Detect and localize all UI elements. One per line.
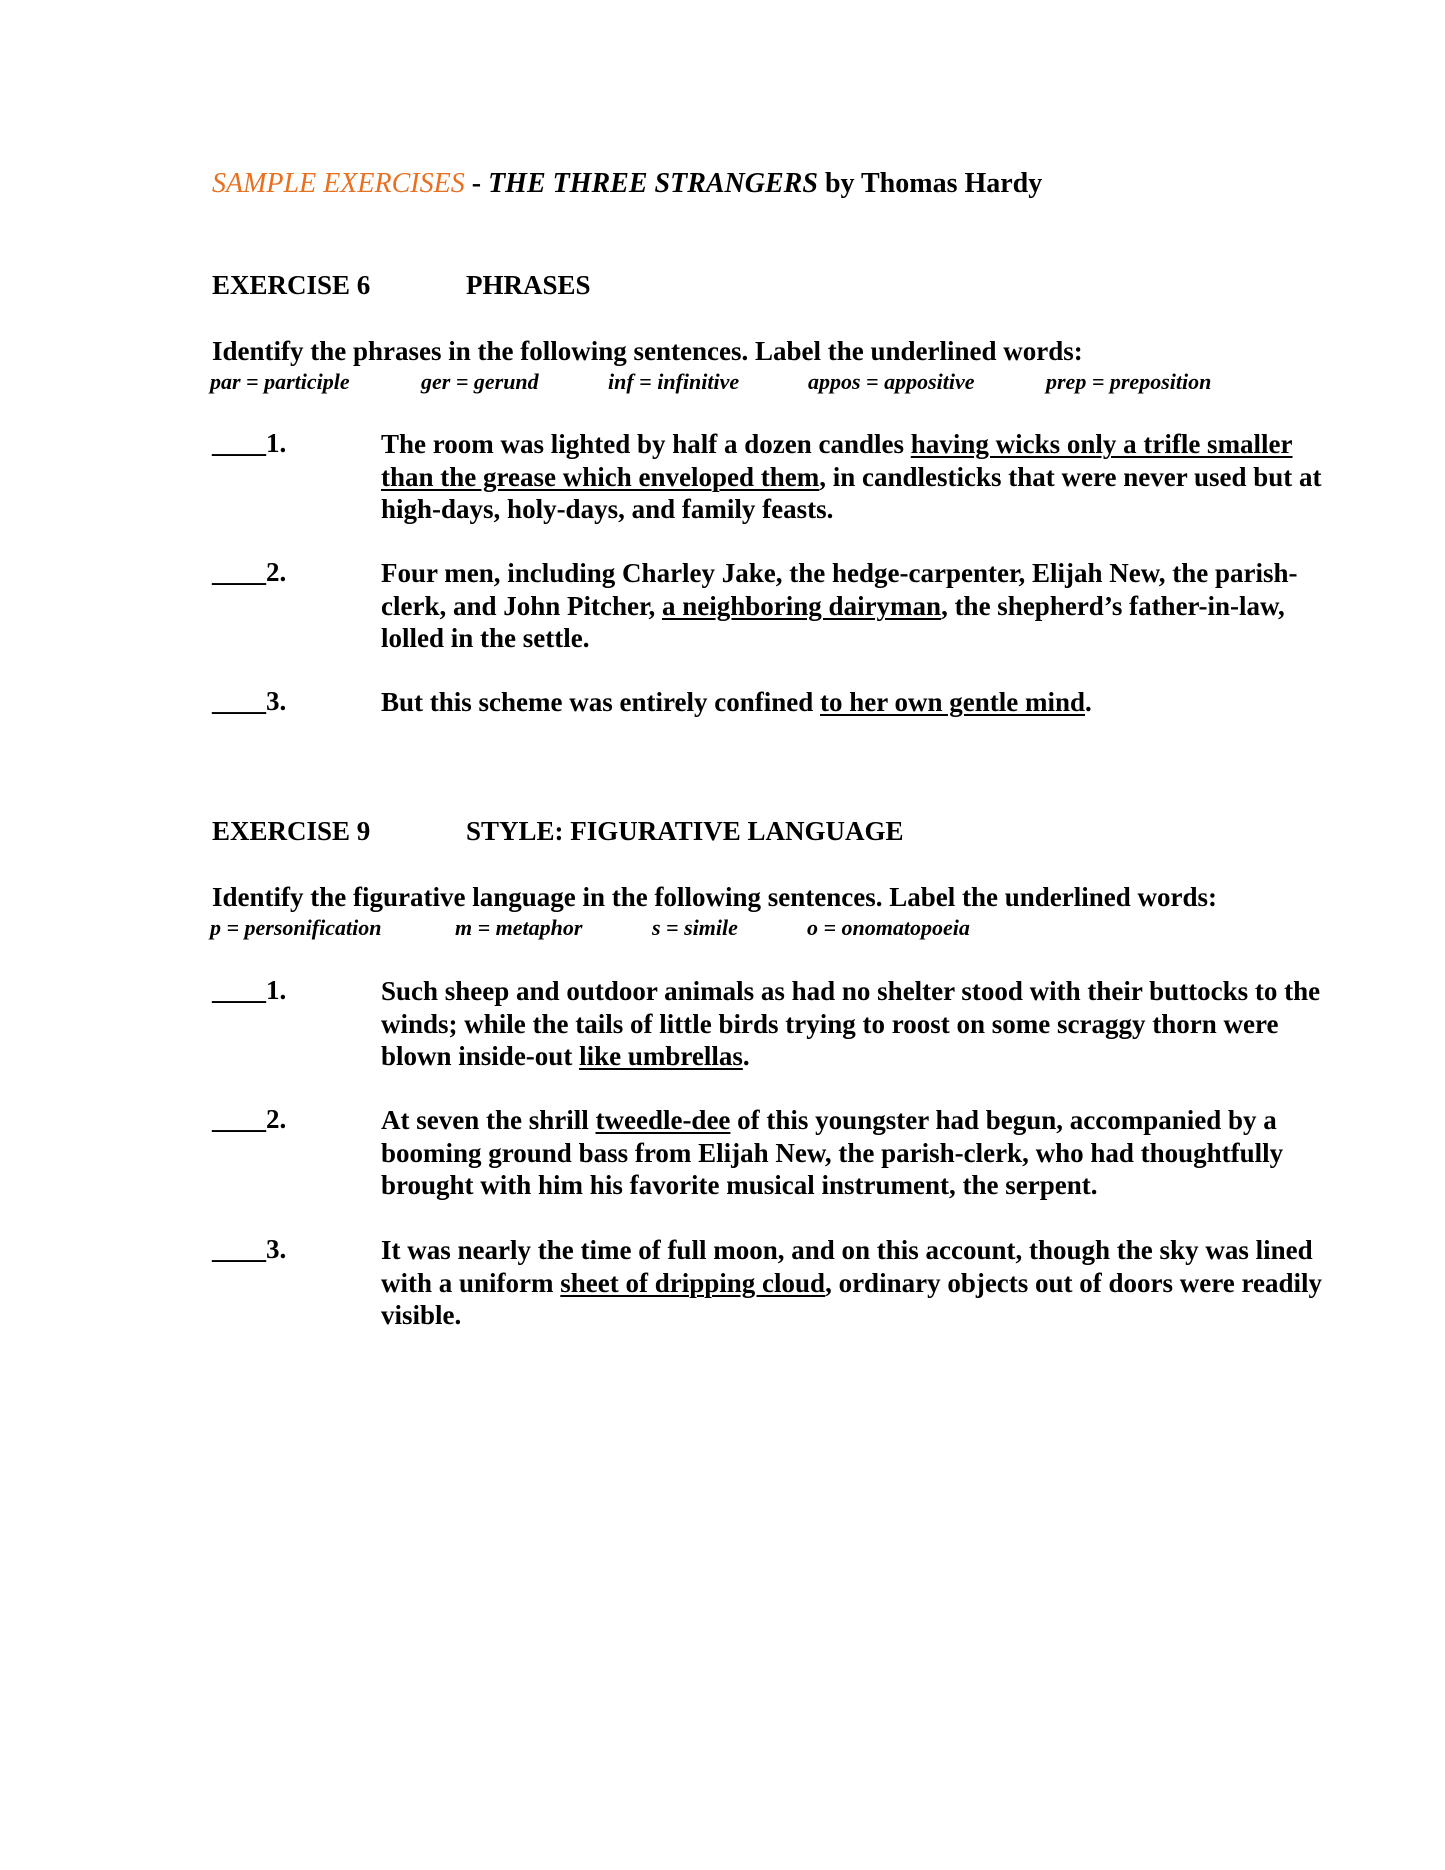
underlined-phrase: like umbrellas xyxy=(579,1041,743,1071)
exercise-9-heading xyxy=(212,816,904,847)
legend-item: o = onomatopoeia xyxy=(807,915,970,940)
underlined-phrase: tweedle-dee xyxy=(595,1105,731,1135)
item-sentence: Four men, including Charley Jake, the hedge-carpenter, Elijah New, the parish-clerk, and John Pitcher, a neighboring dairyman, the shepherd’s father-in-law, lolled in the settle. xyxy=(381,558,1298,653)
legend-item: s = simile xyxy=(652,915,738,940)
exercise-6-heading xyxy=(212,270,591,301)
legend-item: inf = infinitive xyxy=(608,369,740,394)
story-title: THE THREE STRANGERS xyxy=(488,168,818,199)
exercise-6-instruction: Identify the phrases in the following sentences. Label the underlined words: xyxy=(212,336,1083,366)
answer-blank[interactable]: ____1. xyxy=(212,975,287,1005)
title-accent: SAMPLE EXERCISES xyxy=(212,168,465,199)
answer-blank[interactable]: ____3. xyxy=(212,686,287,716)
legend-item: appos = appositive xyxy=(808,369,975,394)
exercise-6-number: EXERCISE 6 xyxy=(212,270,371,300)
byline: by Thomas Hardy xyxy=(817,168,1043,199)
answer-blank[interactable]: ____2. xyxy=(212,557,287,587)
exercise-9-instruction: Identify the figurative language in the following sentences. Label the underlined words: xyxy=(212,882,1218,912)
underlined-phrase: a neighboring dairyman xyxy=(662,590,942,621)
item-sentence: At seven the shrill tweedle-dee of this youngster had begun, accompanied by a booming ground bass from Elijah New, the parish-clerk, who had thoughtfully brought with him his favorite musical instrument, the serpent. xyxy=(381,1105,1284,1200)
item-sentence: Such sheep and outdoor animals as had no shelter stood with their buttocks to the winds; while the tails of little birds trying to roost on some scraggy thorn were blown inside-out like umbrellas. xyxy=(381,976,1321,1071)
answer-blank[interactable]: ____1. xyxy=(212,428,287,458)
page-title xyxy=(212,168,1042,200)
exercise-6-topic: PHRASES xyxy=(466,270,591,300)
item-sentence: The room was lighted by half a dozen candles having wicks only a trifle smaller than the grease which enveloped them, in candlesticks that were never used but at high-days, holy-days, and family feasts. xyxy=(381,429,1322,524)
underlined-phrase: sheet of dripping cloud xyxy=(560,1267,826,1298)
answer-blank[interactable]: ____3. xyxy=(212,1234,287,1264)
exercise-9-number: EXERCISE 9 xyxy=(212,816,371,846)
legend-item: par = participle xyxy=(210,369,350,394)
answer-blank[interactable]: ____2. xyxy=(212,1104,287,1134)
legend-item: m = metaphor xyxy=(455,915,583,940)
legend-item: prep = preposition xyxy=(1046,369,1212,394)
title-separator: - xyxy=(464,168,489,199)
underlined-phrase: to her own gentle mind xyxy=(820,687,1086,717)
exercise-9-topic: STYLE: FIGURATIVE LANGUAGE xyxy=(466,816,904,846)
item-sentence: But this scheme was entirely confined to her own gentle mind. xyxy=(381,687,1092,717)
underlined-phrase: having wicks only a trifle smaller than the grease which enveloped them xyxy=(381,429,1293,492)
legend-item: p = personification xyxy=(210,915,382,940)
item-sentence: It was nearly the time of full moon, and on this account, though the sky was lined with a uniform sheet of dripping cloud, ordinary objects out of doors were readily visible. xyxy=(381,1235,1323,1330)
legend-item: ger = gerund xyxy=(421,369,539,394)
